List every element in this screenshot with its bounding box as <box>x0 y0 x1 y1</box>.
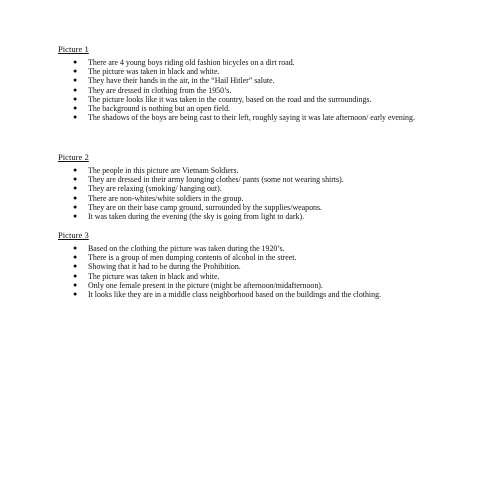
bullet-icon: ● <box>73 67 78 76</box>
bullet-icon: ● <box>73 280 78 289</box>
bullet-list <box>58 166 478 221</box>
list-item-text: Only one female present in the picture (might be afternoon/midafternoon). <box>88 280 323 290</box>
list-item <box>58 262 478 271</box>
section-heading: Picture 3 <box>58 230 89 240</box>
list-item-text: They are dressed in clothing from the 1950’s. <box>88 85 232 95</box>
bullet-icon: ● <box>73 85 78 94</box>
bullet-icon: ● <box>73 262 78 271</box>
bullet-icon: ● <box>73 166 78 174</box>
list-item-text: They have their hands in the air, in the “Hail Hitler” salute. <box>88 76 275 86</box>
bullet-icon: ● <box>73 212 78 221</box>
list-item-text: There are non-whites/white soldiers in the group. <box>88 193 244 203</box>
bullet-icon: ● <box>73 193 78 202</box>
list-item <box>58 95 478 104</box>
list-item-text: There are 4 young boys riding old fashion bicycles on a dirt road. <box>88 58 295 67</box>
list-item <box>58 113 478 122</box>
list-item-text: They are dressed in their army lounging clothes/ pants (some not wearing shirts). <box>88 175 344 185</box>
bullet-icon: ● <box>73 290 78 299</box>
list-item-text: The picture looks like it was taken in the country, based on the road and the surroundings. <box>88 94 372 104</box>
bullet-icon: ● <box>73 184 78 193</box>
list-item-text: The people in this picture are Vietnam Soldiers. <box>88 166 239 175</box>
bullet-icon: ● <box>73 244 78 252</box>
list-item-text: The picture was taken in black and white. <box>88 67 220 77</box>
list-item <box>58 67 478 76</box>
list-item-text: It was taken during the evening (the sky is going from light to dark). <box>88 212 305 222</box>
bullet-icon: ● <box>73 202 78 211</box>
list-item <box>58 253 478 262</box>
list-item <box>58 184 478 193</box>
list-item-text: They are relaxing (smoking/ hanging out). <box>88 184 222 194</box>
bullet-icon: ● <box>73 175 78 184</box>
list-item-text: Showing that it had to be during the Prohibition. <box>88 262 241 272</box>
list-item <box>58 203 478 212</box>
list-item <box>58 290 478 299</box>
list-item <box>58 194 478 203</box>
bullet-icon: ● <box>73 58 78 66</box>
list-item <box>58 272 478 281</box>
list-item <box>58 212 478 221</box>
picture-2-section <box>58 152 478 221</box>
list-item-text: Based on the clothing the picture was taken during the 1920’s. <box>88 244 285 253</box>
list-item <box>58 104 478 113</box>
section-heading: Picture 2 <box>58 152 89 162</box>
bullet-icon: ● <box>73 104 78 113</box>
list-item <box>58 58 478 67</box>
bullet-list <box>58 244 478 299</box>
list-item-text: The background is nothing but an open field. <box>88 104 231 114</box>
list-item <box>58 244 478 253</box>
list-item-text: They are on their base camp ground, surrounded by the supplies/weapons. <box>88 202 323 212</box>
bullet-list <box>58 58 478 122</box>
list-item <box>58 86 478 95</box>
bullet-icon: ● <box>73 271 78 280</box>
list-item-text: The picture was taken in black and white. <box>88 271 220 281</box>
bullet-icon: ● <box>73 253 78 262</box>
picture-3-section <box>58 230 478 299</box>
section-heading: Picture 1 <box>58 44 89 54</box>
bullet-icon: ● <box>73 76 78 85</box>
list-item-text: The shadows of the boys are being cast to their left, roughly saying it was late afternoon/ early evening. <box>88 113 415 123</box>
list-item <box>58 175 478 184</box>
list-item <box>58 76 478 85</box>
bullet-icon: ● <box>73 94 78 103</box>
list-item <box>58 166 478 175</box>
picture-1-section <box>58 44 478 122</box>
list-item-text: It looks like they are in a middle class neighborhood based on the buildings and the clothing. <box>88 290 381 300</box>
bullet-icon: ● <box>73 113 78 122</box>
list-item <box>58 281 478 290</box>
list-item-text: There is a group of men dumping contents of alcohol in the street. <box>88 253 297 263</box>
